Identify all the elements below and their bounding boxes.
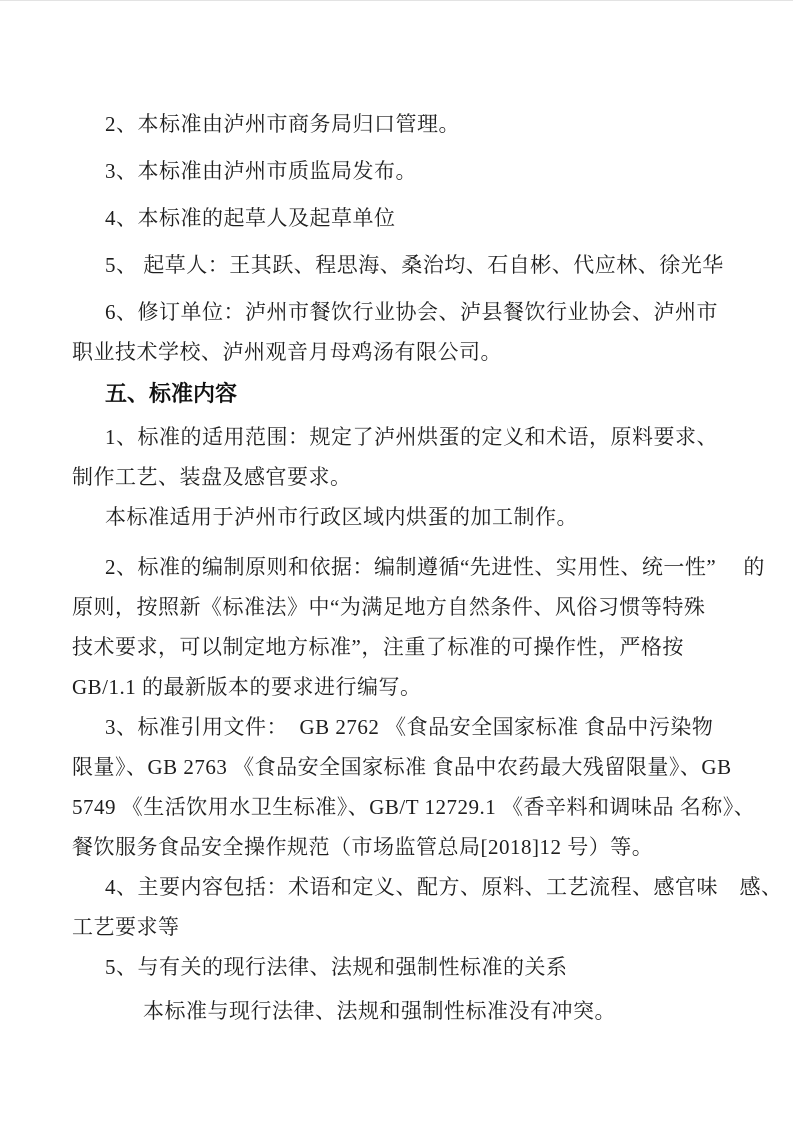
text-line: 4、主要内容包括：术语和定义、配方、原料、工艺流程、感官味 感、 bbox=[105, 875, 783, 899]
front-item-6 bbox=[72, 292, 732, 372]
front-item-4 bbox=[72, 198, 732, 238]
content-paragraph-3 bbox=[72, 547, 765, 707]
content-paragraph-4 bbox=[72, 707, 756, 867]
content-paragraph-1 bbox=[72, 417, 732, 497]
front-item-5 bbox=[72, 245, 732, 285]
text-line: 5、与有关的现行法律、法规和强制性标准的关系 bbox=[105, 955, 568, 979]
text-line: 职业技术学校、泸州观音月母鸡汤有限公司。 bbox=[72, 340, 502, 364]
section-heading: 五、标准内容 bbox=[105, 381, 238, 406]
content-paragraph-2 bbox=[72, 497, 732, 537]
content-paragraph-6 bbox=[72, 947, 732, 987]
text-line: 技术要求，可以制定地方标准”，注重了标准的可操作性，严格按 bbox=[72, 635, 684, 659]
text-line: 本标准与现行法律、法规和强制性标准没有冲突。 bbox=[143, 999, 616, 1023]
content-paragraph-7 bbox=[72, 991, 732, 1031]
text-line: 原则，按照新《标准法》中“为满足地方自然条件、风俗习惯等特殊 bbox=[72, 595, 706, 619]
front-item-2 bbox=[72, 104, 732, 144]
document-body bbox=[72, 104, 783, 1031]
content-paragraph-5 bbox=[72, 867, 783, 947]
text-line: 本标准适用于泸州市行政区域内烘蛋的加工制作。 bbox=[105, 505, 578, 529]
text-line: 5749 《生活饮用水卫生标准》、GB/T 12729.1 《香辛料和调味品 名称》、 bbox=[72, 795, 756, 819]
text-line: 6、修订单位：泸州市餐饮行业协会、泸县餐饮行业协会、泸州市 bbox=[105, 300, 718, 324]
text-line: 限量》、GB 2763 《食品安全国家标准 食品中农药最大残留限量》、GB bbox=[72, 755, 732, 779]
text-line: 3、本标准由泸州市质监局发布。 bbox=[105, 159, 417, 183]
front-item-3 bbox=[72, 151, 732, 191]
text-line: 4、本标准的起草人及起草单位 bbox=[105, 206, 396, 230]
text-line: 2、标准的编制原则和依据：编制遵循“先进性、实用性、统一性” 的 bbox=[105, 555, 765, 579]
text-line: 3、标准引用文件： GB 2762 《食品安全国家标准 食品中污染物 bbox=[105, 715, 714, 739]
text-line: GB/1.1 的最新版本的要求进行编写。 bbox=[72, 675, 422, 699]
text-line: 5、 起草人：王其跃、程思海、桑治均、石自彬、代应林、徐光华 bbox=[105, 253, 724, 277]
text-line: 制作工艺、装盘及感官要求。 bbox=[72, 465, 352, 489]
text-line: 1、标准的适用范围：规定了泸州烘蛋的定义和术语，原料要求、 bbox=[105, 425, 718, 449]
text-line: 餐饮服务食品安全操作规范（市场监管总局[2018]12 号）等。 bbox=[72, 835, 654, 859]
text-line: 2、本标准由泸州市商务局归口管理。 bbox=[105, 112, 460, 136]
text-line: 工艺要求等 bbox=[72, 915, 180, 939]
